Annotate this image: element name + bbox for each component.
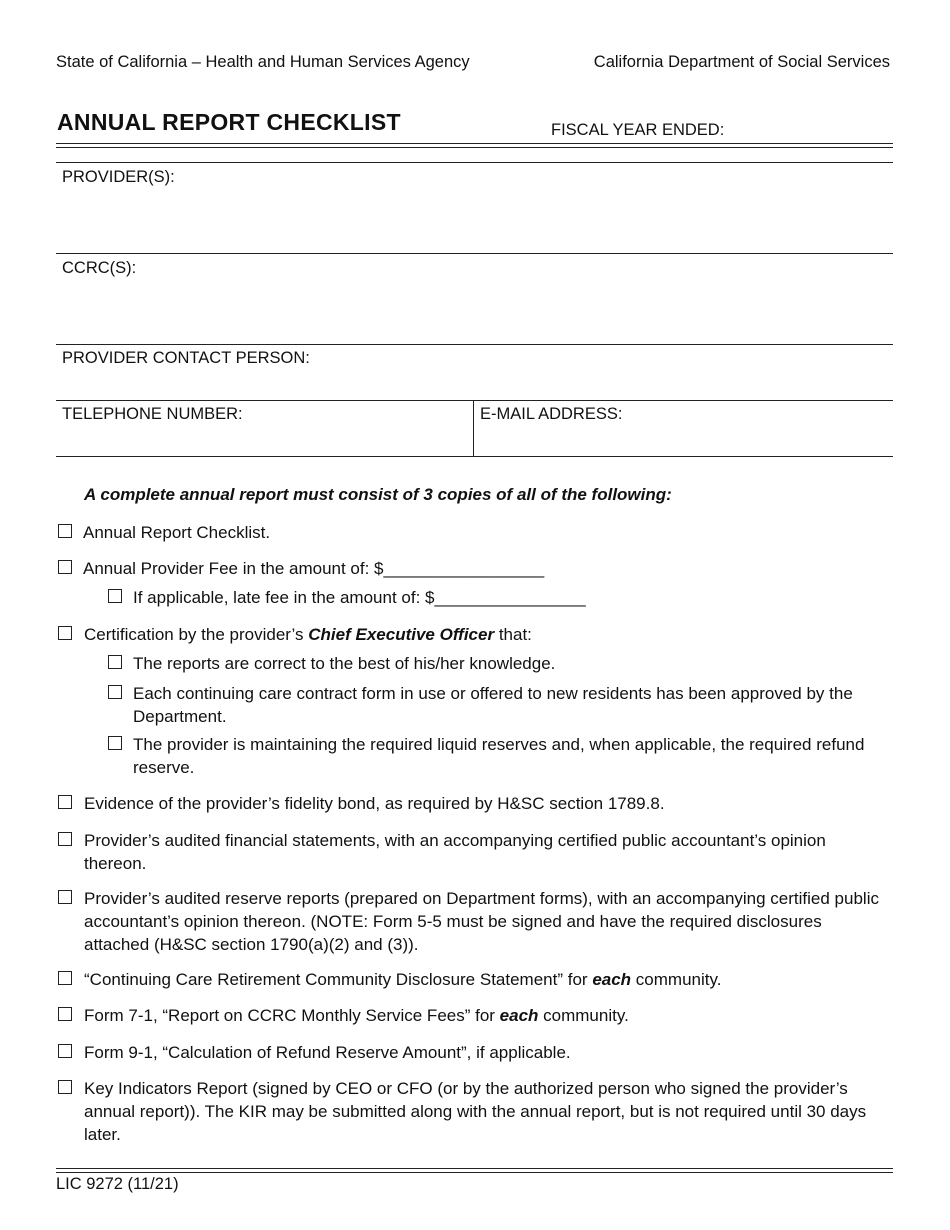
item-form-9-1: Form 9-1, “Calculation of Refund Reserve Amount”, if applicable. [84,1043,571,1062]
item-disclosure-statement [84,968,721,991]
fields-bottom-rule [56,456,893,457]
footer-rule-bottom [56,1172,893,1173]
page-title: ANNUAL REPORT CHECKLIST [57,109,401,135]
providers-field[interactable]: PROVIDER(S): [62,168,175,186]
item-cert-sub1: The reports are correct to the best of his/her knowledge. [133,654,556,673]
checkbox-certification[interactable] [58,626,72,640]
ccrcs-top-rule [56,253,893,254]
contact-person-field[interactable]: PROVIDER CONTACT PERSON: [62,349,310,367]
fiscal-year-label: FISCAL YEAR ENDED: [551,121,725,139]
disclosure-text-c: community. [631,970,722,989]
form-number: LIC 9272 (11/21) [56,1175,179,1193]
checkbox-fidelity-bond[interactable] [58,795,72,809]
disclosure-text-a: “Continuing Care Retirement Community Disclosure Statement” for [84,970,593,989]
ccrcs-field[interactable]: CCRC(S): [62,259,137,277]
item-late-fee: If applicable, late fee in the amount of: $________________ [133,588,586,607]
checkbox-cert-sub1[interactable] [108,655,122,669]
checklist-intro: A complete annual report must consist of 3 copies of all of the following: [84,485,672,504]
agency-header: State of California – Health and Human Services Agency [56,53,470,71]
form71-text-a: Form 7-1, “Report on CCRC Monthly Service Fees” for [84,1006,500,1025]
footer-rule-top [56,1168,893,1169]
checkbox-disclosure-statement[interactable] [58,971,72,985]
cert-text-a: Certification by the provider’s [84,625,309,644]
checkbox-cert-sub3[interactable] [108,736,122,750]
form71-text-b: each [499,1006,539,1025]
phone-email-divider [473,400,474,457]
item-audited-financials: Provider’s audited financial statements, with an accompanying certified public accountant’s opinion thereon. [84,831,826,873]
item-reserve-reports: Provider’s audited reserve reports (prepared on Department forms), with an accompanying certified public accountant’s opinion thereon. (NOTE: Form 5-5 must be signed and have the required disclosures attached (H&SC section 1790(a)(2) and (3)). [84,889,879,954]
form71-text-c: community. [538,1006,629,1025]
checkbox-checklist[interactable] [58,524,72,538]
phone-top-rule [56,400,893,401]
item-provider-fee: Annual Provider Fee in the amount of: $_________________ [83,559,545,578]
providers-top-rule [56,162,893,163]
checkbox-reserve-reports[interactable] [58,890,72,904]
title-rule-bottom [56,147,893,148]
department-header: California Department of Social Services [593,53,890,71]
cert-text-c: that: [494,625,532,644]
item-cert-sub3: The provider is maintaining the required liquid reserves and, when applicable, the required refund reserve. [133,735,865,777]
item-cert-sub2: Each continuing care contract form in use or offered to new residents has been approved by the Department. [133,684,853,726]
checkbox-form-7-1[interactable] [58,1007,72,1021]
item-checklist: Annual Report Checklist. [83,523,271,542]
checkbox-audited-financials[interactable] [58,832,72,846]
checkbox-cert-sub2[interactable] [108,685,122,699]
item-certification [84,623,532,646]
checkbox-provider-fee[interactable] [58,560,72,574]
checkbox-key-indicators[interactable] [58,1080,72,1094]
title-rule-top [56,143,893,144]
telephone-field[interactable]: TELEPHONE NUMBER: [62,405,243,423]
email-field[interactable]: E-MAIL ADDRESS: [480,405,623,423]
checkbox-late-fee[interactable] [108,589,122,603]
checkbox-form-9-1[interactable] [58,1044,72,1058]
cert-text-b: Chief Executive Officer [308,625,495,644]
item-form-7-1 [84,1004,629,1027]
item-fidelity-bond: Evidence of the provider’s fidelity bond, as required by H&SC section 1789.8. [84,794,665,813]
disclosure-text-b: each [592,970,632,989]
item-key-indicators: Key Indicators Report (signed by CEO or CFO (or by the authorized person who signed the provider’s annual report)). The KIR may be submitted along with the annual report, but is not required until 30 days later. [84,1079,867,1144]
contact-top-rule [56,344,893,345]
